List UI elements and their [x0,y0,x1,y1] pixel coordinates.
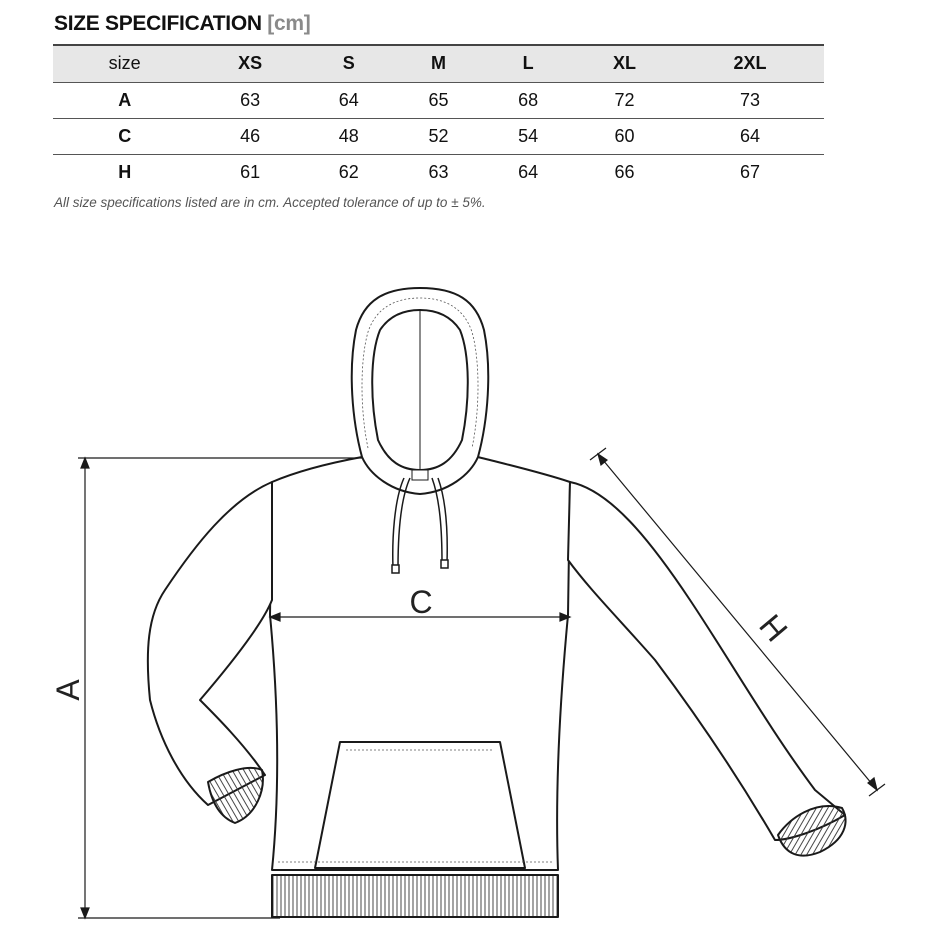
title-unit: [cm] [267,12,311,35]
table-cell: 65 [428,89,449,110]
table-cell: 72 [614,89,635,110]
table-cell: 68 [518,89,539,110]
label-c: C [409,584,433,620]
title-text: SIZE SPECIFICATION [54,12,262,35]
table-cell: 63 [240,89,261,110]
column-header: L [522,53,534,74]
column-header: 2XL [733,53,767,74]
right-sleeve [568,482,845,840]
table-cell: 64 [338,89,359,110]
column-header: XL [613,53,637,74]
row-label: H [118,161,132,182]
hem-rib [272,875,558,917]
table-cell: 62 [338,161,359,182]
column-header: XS [238,53,263,74]
table-cell: 64 [740,125,761,146]
row-label: A [118,89,132,110]
row-label: C [118,125,132,146]
corner-label: size [108,53,141,74]
table-cell: 66 [614,161,635,182]
table-cell: 63 [428,161,449,182]
table-cell: 52 [428,125,449,146]
column-header: S [342,53,355,74]
column-header: M [430,53,446,74]
table-cell: 67 [740,161,761,182]
label-h: H [752,607,795,649]
table-cell: 60 [614,125,635,146]
table-cell: 46 [240,125,261,146]
tolerance-note: All size specifications listed are in cm. Accepted tolerance of up to ± 5%. [54,195,486,210]
left-sleeve [148,482,272,805]
label-a: A [50,679,86,701]
table-cell: 48 [338,125,359,146]
neck-label [412,470,428,480]
table-cell: 61 [240,161,261,182]
table-cell: 54 [518,125,539,146]
table-cell: 73 [740,89,761,110]
table-cell: 64 [518,161,539,182]
kangaroo-pocket [315,742,525,868]
